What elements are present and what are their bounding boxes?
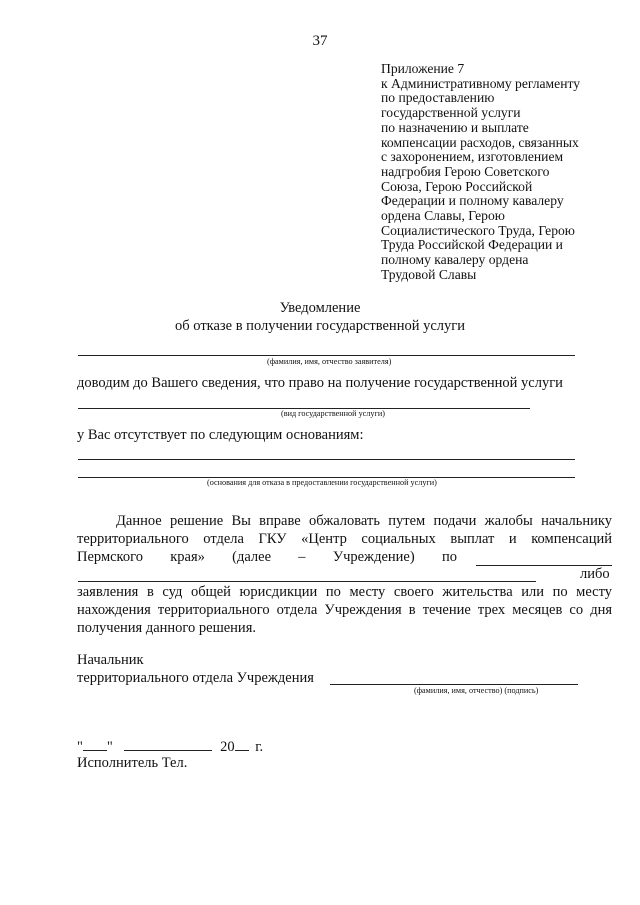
inform-text: доводим до Вашего сведения, что право на получение государственной услуги xyxy=(77,375,563,391)
appeal-line-7: получения данного решения. xyxy=(77,620,256,636)
signature-line xyxy=(330,684,578,685)
page-number: 37 xyxy=(312,33,328,49)
notice-title: Уведомление xyxy=(279,300,361,316)
appendix-line: по предоставлению xyxy=(381,90,495,106)
appeal-line-2: территориального отдела ГКУ «Центр социальных выплат и компенсаций xyxy=(77,531,612,547)
appendix-line: Союза, Герою Российской xyxy=(381,178,533,194)
signature-caption: (фамилия, имя, отчество) (подпись) xyxy=(414,686,539,695)
appendix-line: компенсации расходов, связанных xyxy=(381,134,579,150)
applicant-name-line xyxy=(78,355,575,356)
inform-paragraph xyxy=(77,375,611,392)
appeal-line-3: Пермского края» (далее – Учреждение) по xyxy=(77,549,457,565)
appendix-line: надгробия Герою Советского xyxy=(381,163,550,179)
appendix-line: полному кавалеру ордена xyxy=(381,252,529,268)
appendix-line: Социалистического Труда, Герою xyxy=(381,222,575,238)
month-blank xyxy=(124,737,212,751)
year-blank xyxy=(235,737,249,751)
date-line xyxy=(77,737,263,756)
absent-text: у Вас отсутствует по следующим основаниям: xyxy=(77,427,364,443)
service-caption: (вид государственной услуги) xyxy=(281,409,385,418)
quote-open: " xyxy=(77,739,83,755)
quote-close: " xyxy=(106,739,113,755)
signature-title: Начальник xyxy=(77,652,144,668)
appeal-either: либо xyxy=(580,566,610,582)
appeal-blank-2 xyxy=(78,581,536,582)
appendix-line: Федерации и полному кавалеру xyxy=(381,193,564,209)
grounds-line-1 xyxy=(78,459,575,460)
appendix-line: Труда Российской Федерации и xyxy=(381,237,563,253)
appendix-line: Трудовой Славы xyxy=(381,266,477,282)
notice-subtitle: об отказе в получении государственной услуги xyxy=(175,318,465,334)
grounds-caption: (основания для отказа в предоставлении государственной услуги) xyxy=(207,478,437,487)
appendix-block xyxy=(381,62,580,283)
applicant-caption: (фамилия, имя, отчество заявителя) xyxy=(267,357,392,366)
appendix-line: по назначению и выплате xyxy=(381,119,529,135)
signature-department: территориального отдела Учреждения xyxy=(77,670,314,686)
appeal-line-1: Данное решение Вы вправе обжаловать путем подачи жалобы начальнику xyxy=(116,513,612,529)
appendix-line: государственной услуги xyxy=(381,105,521,121)
appendix-line: Приложение 7 xyxy=(381,61,465,76)
appeal-line-6: нахождения территориального отдела Учреждения в течение трех месяцев со дня xyxy=(77,602,612,618)
year-suffix: г. xyxy=(255,739,264,755)
appendix-line: ордена Славы, Герою xyxy=(381,208,505,224)
year-prefix: 20 xyxy=(220,739,235,755)
day-blank xyxy=(83,737,107,751)
executor-line: Исполнитель Тел. xyxy=(77,755,188,771)
appendix-line: к Административному регламенту xyxy=(381,75,581,91)
appendix-line: с захоронением, изготовлением xyxy=(381,149,564,165)
appeal-line-5: заявления в суд общей юрисдикции по месту своего жительства или по месту xyxy=(77,584,612,600)
